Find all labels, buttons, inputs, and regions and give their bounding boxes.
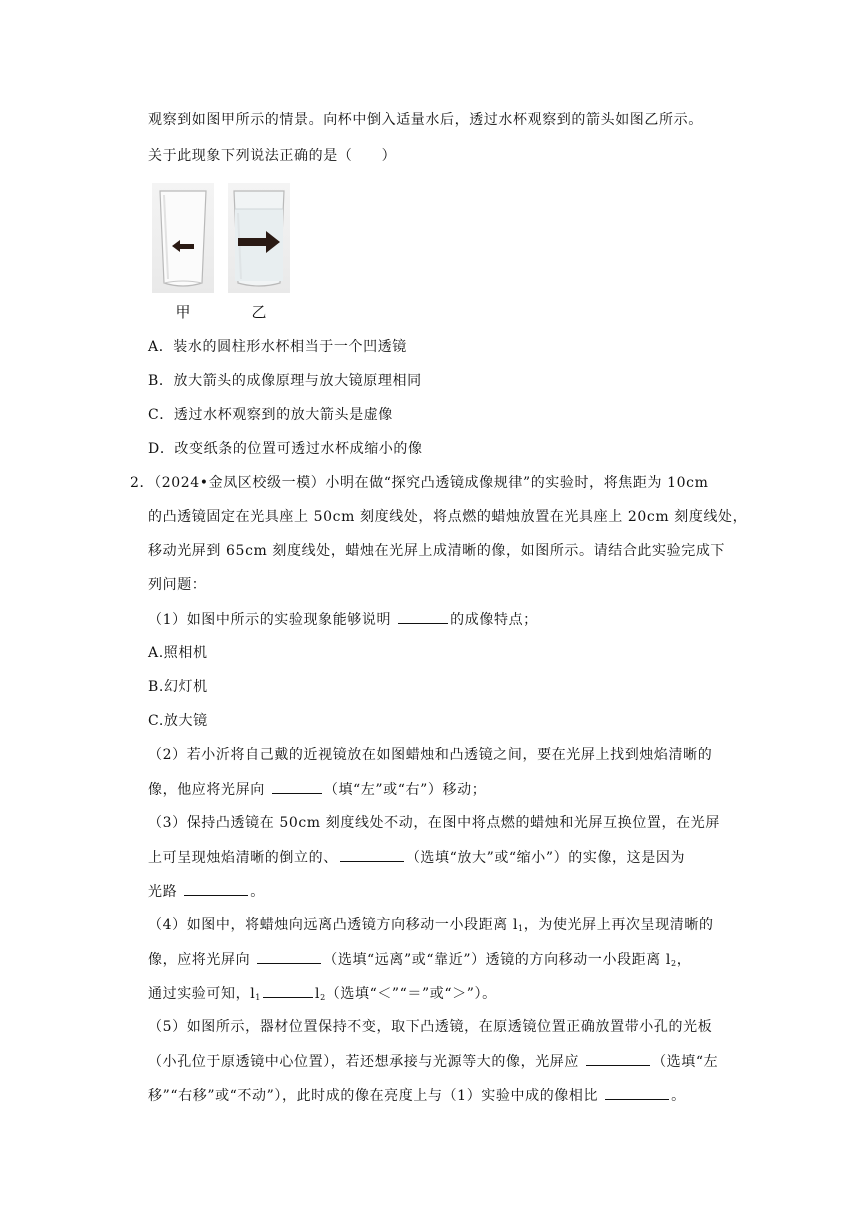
q2-part-4-text-3: 通过实验可知，l xyxy=(148,986,256,1002)
q2-part-4-line-2 xyxy=(148,949,691,974)
q2-part-4-line-1 xyxy=(148,915,714,939)
q2-part-4-text-end-3: （选填“＜”“＝”或“＞”）。 xyxy=(325,986,497,1002)
q2-part-5-text: （小孔位于原透镜中心位置），若还想承接与光源等大的像，光屏应 xyxy=(148,1054,585,1070)
q2-part-5-text-end: 。 xyxy=(671,1088,686,1104)
q2-part-3-line-2 xyxy=(148,847,685,868)
q2-part-4-l2: l xyxy=(314,986,321,1002)
q2-part-5-line-3 xyxy=(148,1085,686,1106)
part-1-option-c: C.放大镜 xyxy=(148,713,208,729)
q2-part-4-line-3 xyxy=(148,983,497,1008)
intro-line-2: 关于此现象下列说法正确的是（ ） xyxy=(148,148,397,164)
q2-part-4-text-end: ，为使光屏上再次呈现清晰的 xyxy=(523,917,714,933)
q2-part-3-text-2: 光路 xyxy=(148,884,183,900)
q2-part-2-text-end: （填“左”或“右”）移动； xyxy=(323,782,487,798)
q2-part-5-line-2 xyxy=(148,1051,718,1072)
q2-part-3-text-mid: （选填“放大”或“缩小”）的实像，这是因为 xyxy=(405,850,686,866)
q2-part-2-text: 像，他应将光屏向 xyxy=(148,782,270,798)
subscript-l2: 2 xyxy=(320,993,326,1002)
answer-blank-2[interactable] xyxy=(272,779,322,794)
q2-part-4-text: （4）如图中，将蜡烛向远离凸透镜方向移动一小段距离 l xyxy=(148,917,519,933)
q2-stem-line-2: 的凸透镜固定在光具座上 50cm 刻度线处，将点燃的蜡烛放置在光具座上 20cm 刻度线处， xyxy=(148,509,748,525)
q2-part-4-text-mid: （选填“远离”或“靠近”）透镜的方向移动一小段距离 l xyxy=(323,952,672,968)
answer-blank-1[interactable] xyxy=(398,609,448,624)
q2-part-4-text-end-2: ， xyxy=(676,952,692,968)
q2-part-3-line-3 xyxy=(148,881,265,902)
option-d: D．改变纸条的位置可透过水杯成缩小的像 xyxy=(148,441,423,457)
answer-blank-3[interactable] xyxy=(340,847,404,862)
q2-part-5-text-2: 移”“右移”或“不动”），此时成的像在亮度上与（1）实验中成的像相比 xyxy=(148,1088,604,1104)
subscript-1: 1 xyxy=(518,924,524,933)
cup-jia xyxy=(152,183,214,293)
q2-stem-line-4: 列问题： xyxy=(148,577,207,593)
part-1-option-a: A.照相机 xyxy=(148,645,208,661)
intro-line-1: 观察到如图甲所示的情景。向杯中倒入适量水后，透过水杯观察到的箭头如图乙所示。 xyxy=(148,112,703,128)
subscript-l1: 1 xyxy=(255,993,261,1002)
q2-part-5-text-mid: （选填“左 xyxy=(652,1054,719,1070)
q2-part-1 xyxy=(148,609,538,630)
q2-part-1-text: （1）如图中所示的实验现象能够说明 xyxy=(148,612,397,628)
answer-blank-7[interactable] xyxy=(586,1051,650,1066)
q2-part-4-text-2: 像，应将光屏向 xyxy=(148,952,256,968)
q2-stem-line-1: 2．（2024•金凤区校级一模）小明在做“探究凸透镜成像规律”的实验时，将焦距为 10cm xyxy=(130,475,709,491)
cup-jia-drawing xyxy=(152,183,214,293)
option-b: B．放大箭头的成像原理与放大镜原理相同 xyxy=(148,373,422,389)
answer-blank-5[interactable] xyxy=(257,949,321,964)
q2-stem-line-3: 移动光屏到 65cm 刻度线处，蜡烛在光屏上成清晰的像，如图所示。请结合此实验完成下 xyxy=(148,543,726,559)
cup-yi-label: 乙 xyxy=(251,303,267,321)
subscript-2: 2 xyxy=(671,959,677,968)
answer-blank-4[interactable] xyxy=(184,881,248,896)
option-c: C．透过水杯观察到的放大箭头是虚像 xyxy=(148,407,393,423)
q2-part-5-line-1: （5）如图所示，器材位置保持不变，取下凸透镜，在原透镜位置正确放置带小孔的光板 xyxy=(148,1019,713,1035)
glass-figure xyxy=(152,183,294,323)
cup-yi xyxy=(228,183,290,293)
q2-part-2-line-2 xyxy=(148,779,486,800)
q2-part-3-line-1: （3）保持凸透镜在 50cm 刻度线处不动，在图中将点燃的蜡烛和光屏互换位置，在光屏 xyxy=(148,815,720,831)
answer-blank-8[interactable] xyxy=(605,1085,669,1100)
q2-part-2-line-1: （2）若小沂将自己戴的近视镜放在如图蜡烛和凸透镜之间，要在光屏上找到烛焰清晰的 xyxy=(148,747,713,763)
answer-blank-6[interactable] xyxy=(263,983,313,998)
part-1-option-b: B.幻灯机 xyxy=(148,679,208,695)
q2-part-1-text-end: 的成像特点； xyxy=(450,612,538,628)
q2-part-3-text: 上可呈现烛焰清晰的倒立的、 xyxy=(148,850,338,866)
option-a: A．装水的圆柱形水杯相当于一个凹透镜 xyxy=(148,339,407,355)
q2-part-3-text-end: 。 xyxy=(250,884,265,900)
cup-jia-label: 甲 xyxy=(175,303,191,321)
cup-yi-drawing xyxy=(228,183,290,293)
